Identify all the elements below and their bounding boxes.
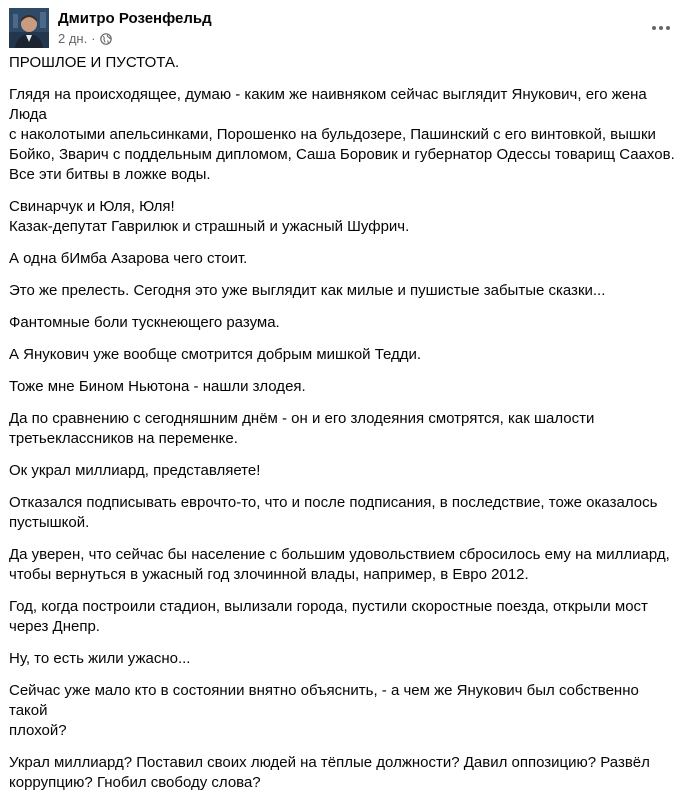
post-timestamp[interactable]: 2 дн. [58, 31, 88, 46]
post-paragraph: А одна бИмба Азарова чего стоит. [9, 250, 248, 267]
post-header [9, 8, 681, 54]
post-paragraph: Фантомные боли тускнеющего разума. [9, 314, 280, 331]
globe-icon[interactable] [100, 33, 112, 45]
post-paragraph: Отказался подписывать еврочто-то, что и после подписания, в последствие, тоже оказалось пустышкой. [9, 494, 658, 531]
post-paragraph: Сейчас уже мало кто в состоянии внятно объяснить, - а чем же Янукович был собственно такой плохой? [9, 682, 639, 739]
post-paragraph: Ок украл миллиард, представляете! [9, 462, 261, 479]
post-paragraph: Свинарчук и Юля, Юля! Казак-депутат Гаврилюк и страшный и ужасный Шуфрич. [9, 198, 410, 235]
avatar[interactable] [9, 8, 49, 48]
post-paragraph: Год, когда построили стадион, вылизали города, пустили скоростные поезда, открыли мост через Днепр. [9, 598, 648, 635]
post-body [9, 53, 677, 805]
avatar-image [9, 8, 49, 48]
post-paragraph: Украл миллиард? Поставил своих людей на тёплые должности? Давил оппозицию? Развёл коррупцию? Гнобил свободу слова? [9, 754, 650, 791]
post-paragraph: Ну, то есть жили ужасно... [9, 650, 191, 667]
post-paragraph: Да по сравнению с сегодняшним днём - он и его злодеяния смотрятся, как шалости третьеклассников на переменке. [9, 410, 595, 447]
post-paragraph: А Янукович уже вообще смотрится добрым мишкой Тедди. [9, 346, 422, 363]
post-paragraph: Это же прелесть. Сегодня это уже выглядит как милые и пушистые забытые сказки... [9, 282, 606, 299]
more-options-button[interactable] [649, 18, 673, 38]
author-name[interactable]: Дмитро Розенфельд [58, 10, 212, 27]
post-paragraph: Тоже мне Бином Ньютона - нашли злодея. [9, 378, 306, 395]
post-paragraph: Глядя на происходящее, думаю - каким же наивняком сейчас выглядит Янукович, его жена Люда с наколотыми апельсинками, Порошенко на бульдозере, Пашинский с его винтовкой, вышки Бойко, Зварич с поддельным дипломом, Саша Боровик и губернатор Одессы товарищ Саахов. Все эти битвы в ложке воды. [9, 86, 675, 183]
meta-separator: · [91, 31, 96, 46]
post-paragraph: Да уверен, что сейчас бы население с большим удовольствием сбросилось ему на миллиард, чтобы вернуться в ужасный год злочинной влады, например, в Евро 2012. [9, 546, 670, 583]
more-horizontal-icon [651, 25, 671, 31]
post-meta [58, 31, 112, 47]
post-paragraph: ПРОШЛОЕ И ПУСТОТА. [9, 54, 180, 71]
